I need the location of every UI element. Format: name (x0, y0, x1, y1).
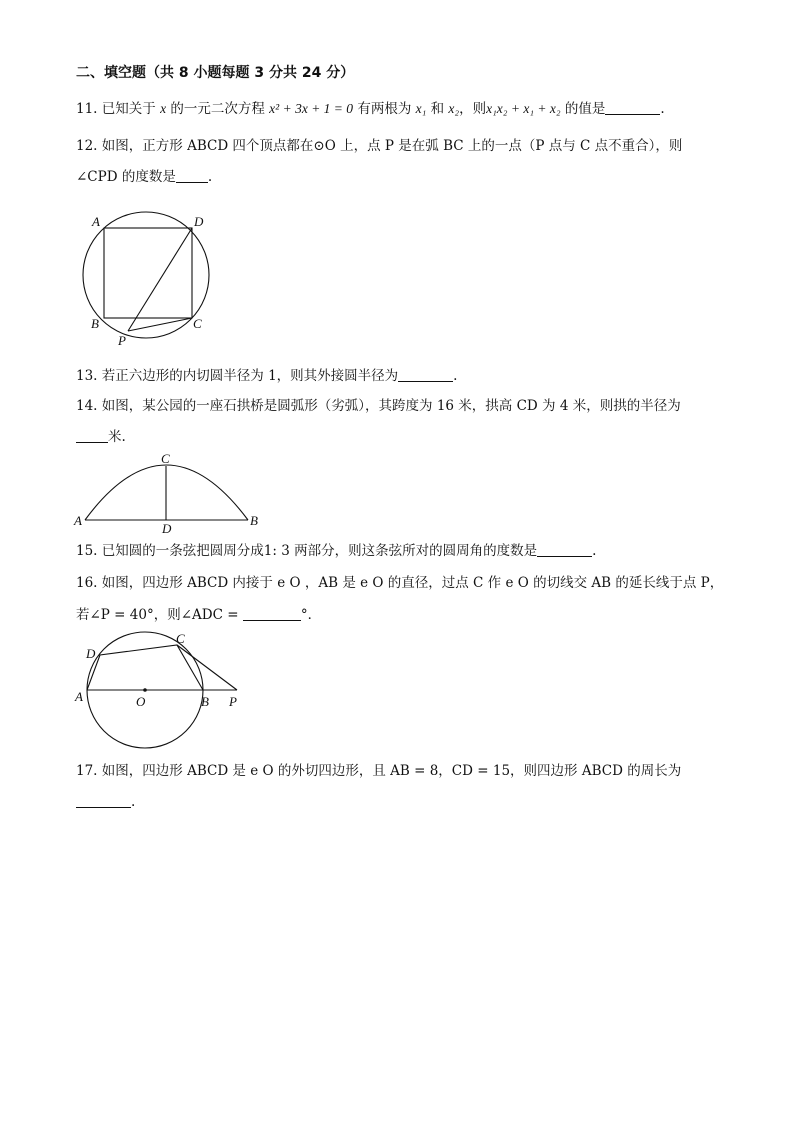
q13-end: . (453, 368, 458, 384)
question-16-line1 (76, 574, 723, 592)
q11-root1: x₁ (415, 101, 427, 116)
q15-answer-blank[interactable] (537, 542, 592, 557)
q12-label-d: D (194, 214, 204, 229)
q14-figure (70, 450, 270, 538)
q11-text-a: 已知关于 (101, 101, 156, 117)
q11-text-e: ，则 (459, 101, 487, 117)
q14-label-b: B (250, 513, 258, 528)
q12-answer-blank[interactable] (176, 168, 208, 183)
question-17-line1 (76, 762, 681, 780)
q11-equation: x² + 3x + 1 = 0 (269, 101, 354, 116)
q16-label-p: P (229, 694, 237, 709)
q16-label-d: D (86, 646, 96, 661)
q17-line1: 如图，四边形 ABCD 是 e O 的外切四边形，且 AB = 8，CD = 15，则四边形 ABCD 的周长为 (101, 763, 682, 779)
question-14-line2 (76, 428, 126, 446)
q12-label-p: P (118, 333, 126, 348)
q16-line1: 如图，四边形 ABCD 内接于 e O ，AB 是 e O 的直径，过点 C 作 e O 的切线交 AB 的延长线于点 P， (101, 575, 724, 591)
q16-number: 16. (76, 575, 98, 591)
q12-line1: 如图，正方形 ABCD 四个顶点都在⊙O 上，点 P 是在弧 BC 上的一点（P 点与 C 点不重合），则 (101, 138, 683, 154)
q11-root2: x₂ (448, 101, 460, 116)
q12-line-dp (128, 228, 192, 331)
q11-expr: x₁x₂ + x₁ + x₂ (486, 101, 561, 116)
q15-end: . (592, 543, 597, 559)
q13-number: 13. (76, 368, 98, 384)
q16-figure (72, 630, 247, 755)
question-16-line2 (76, 606, 321, 624)
q16-label-a: A (75, 689, 83, 704)
q11-answer-blank[interactable] (605, 100, 660, 115)
q16-line2-b: °． (300, 607, 322, 623)
q14-number: 14. (76, 398, 98, 414)
q16-label-o: O (136, 694, 146, 709)
q14-line2: 米. (108, 429, 126, 445)
q16-center-dot (143, 688, 147, 692)
q12-end: . (207, 169, 213, 185)
q16-answer-blank[interactable] (243, 606, 301, 621)
q13-answer-blank[interactable] (398, 367, 453, 382)
question-15 (76, 542, 596, 560)
question-13 (76, 367, 457, 385)
q13-text: 若正六边形的内切圆半径为 1，则其外接圆半径为 (101, 368, 399, 384)
q17-answer-blank[interactable] (76, 793, 131, 808)
q14-label-d: D (162, 521, 172, 536)
q17-end: . (131, 794, 136, 810)
question-14-line1 (76, 397, 681, 415)
section-title: 二、填空题（共 8 小题每题 3 分共 24 分） (76, 65, 355, 81)
q17-number: 17. (76, 763, 98, 779)
q11-var-x: x (160, 101, 167, 116)
q12-label-b: B (91, 316, 99, 331)
q14-answer-blank[interactable] (76, 428, 108, 443)
q12-label-a: A (92, 214, 100, 229)
q15-text: 已知圆的一条弦把圆周分成1: 3 两部分，则这条弦所对的圆周角的度数是 (101, 543, 538, 559)
q11-text-f: 的值是 (564, 101, 606, 117)
question-12-line2 (76, 168, 212, 186)
q11-text-d: 和 (430, 101, 445, 117)
question-17-line2 (76, 793, 135, 811)
q16-label-b: B (201, 694, 209, 709)
q14-line1: 如图，某公园的一座石拱桥是圆弧形（劣弧），其跨度为 16 米，拱高 CD 为 4 米，则拱的半径为 (101, 398, 681, 414)
q12-line2: ∠CPD 的度数是 (76, 169, 176, 185)
question-12-line1 (76, 137, 682, 155)
q12-line-pc (128, 318, 192, 331)
q16-line2-a: 若∠P = 40°，则∠ADC = (76, 607, 239, 623)
q12-number: 12. (76, 138, 98, 154)
q11-text-c: 有两根为 (357, 101, 412, 117)
q14-label-c: C (161, 451, 170, 466)
q12-square (104, 228, 192, 318)
q12-figure (75, 205, 225, 350)
q16-label-c: C (176, 631, 185, 646)
q11-number: 11. (76, 101, 98, 117)
q15-number: 15. (76, 543, 98, 559)
q11-end: . (660, 101, 665, 117)
q16-tangent-cp (177, 645, 237, 690)
q11-text-b: 的一元二次方程 (170, 101, 265, 117)
question-11 (76, 100, 665, 118)
q12-label-c: C (193, 316, 202, 331)
q14-label-a: A (74, 513, 82, 528)
